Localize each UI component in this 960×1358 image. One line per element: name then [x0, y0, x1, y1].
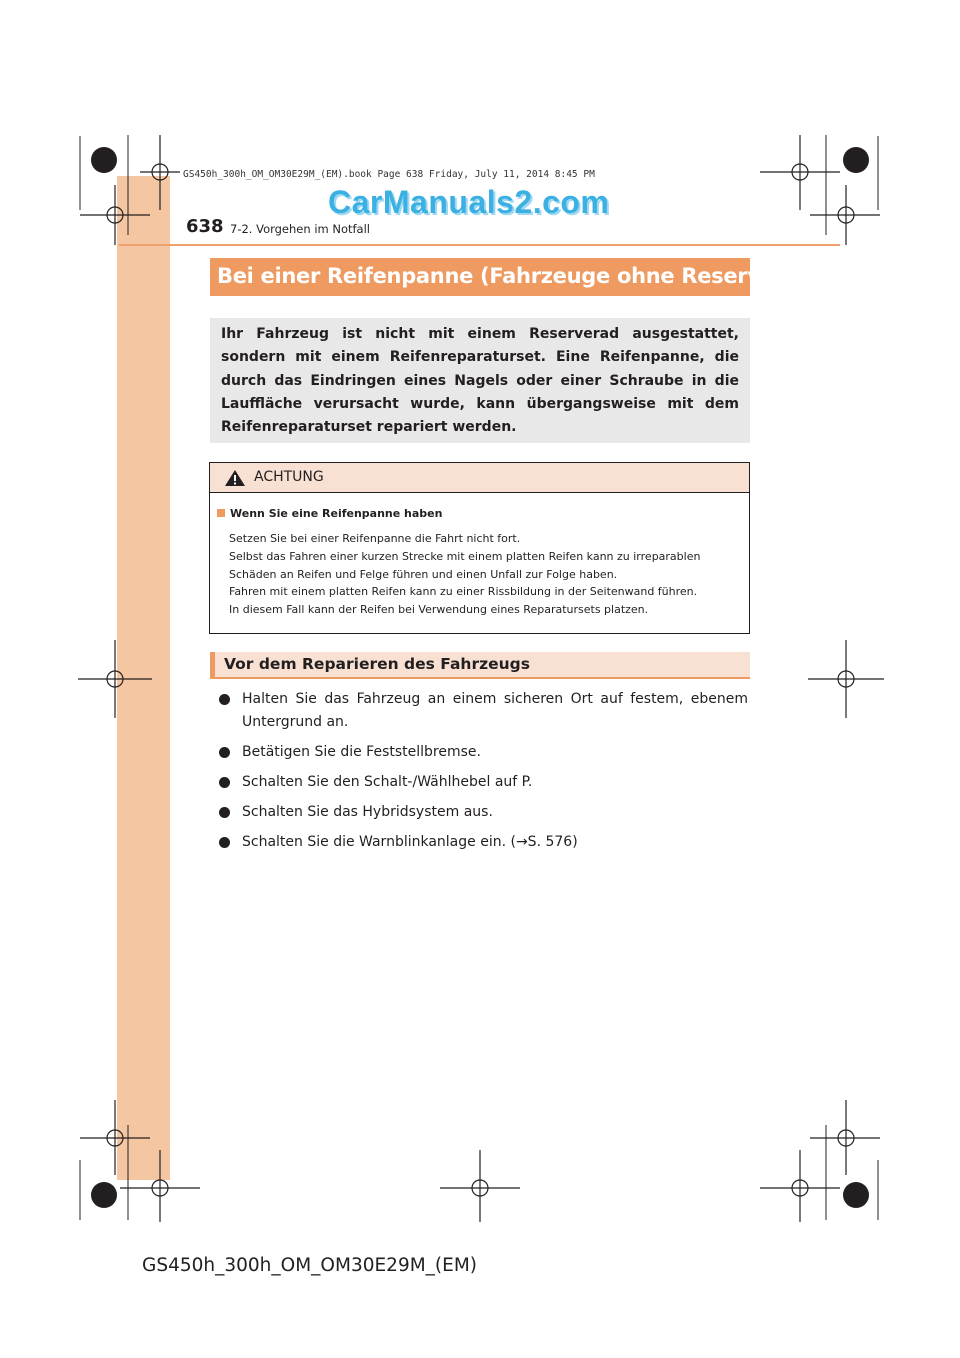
header-divider: [119, 244, 840, 246]
subheading-bar: [210, 652, 750, 679]
page-title-banner: [210, 258, 823, 296]
subheading: Vor dem Reparieren des Fahrzeugs: [224, 655, 530, 673]
crosshair-icon: [808, 640, 884, 718]
page-number: 638: [186, 216, 224, 237]
crosshair-icon: [120, 1150, 200, 1222]
caution-line: Fahren mit einem platten Reifen kann zu einer Rissbildung in der Seitenwand führen.: [229, 585, 698, 599]
intro-box: [210, 318, 750, 443]
file-stamp: GS450h_300h_OM_OM30E29M_(EM).book Page 638 Friday, July 11, 2014 8:45 PM: [183, 169, 595, 180]
list-item: Schalten Sie den Schalt-/Wählhebel auf P.: [216, 771, 748, 794]
caution-body: [229, 530, 740, 619]
registration-dot-icon: [843, 147, 869, 173]
crosshair-icon: [810, 185, 880, 245]
crosshair-icon: [440, 1150, 520, 1222]
list-item: Schalten Sie das Hybridsystem aus.: [216, 801, 748, 824]
caution-header: [210, 463, 749, 493]
section-title: 7-2. Vorgehen im Notfall: [230, 222, 370, 236]
watermark-logo: CarManuals2.com: [328, 184, 610, 220]
bullet-dot-icon: [219, 694, 230, 705]
crosshair-icon: [760, 1150, 840, 1222]
footer-doc-id: GS450h_300h_OM_OM30E29M_(EM): [142, 1255, 478, 1276]
caution-line: In diesem Fall kann der Reifen bei Verwendung eines Reparatursets platzen.: [229, 603, 649, 617]
warning-triangle-icon: [224, 469, 246, 487]
list-item: Betätigen Sie die Feststellbremse.: [216, 741, 748, 764]
bullet-dot-icon: [219, 747, 230, 758]
caution-item-title: Wenn Sie eine Reifenpanne haben: [217, 507, 442, 520]
caution-box: [209, 462, 750, 634]
caution-line: Schäden an Reifen und Felge führen und einen Unfall zur Folge haben.: [229, 567, 618, 581]
bullet-dot-icon: [219, 837, 230, 848]
bullet-dot-icon: [219, 777, 230, 788]
registration-dot-icon: [91, 147, 117, 173]
bullet-dot-icon: [219, 807, 230, 818]
crosshair-icon: [80, 185, 150, 245]
square-bullet-icon: [217, 509, 225, 517]
caution-label: ACHTUNG: [254, 469, 324, 485]
crosshair-icon: [810, 1100, 880, 1175]
crosshair-icon: [140, 135, 180, 210]
page-title: Bei einer Reifenpanne (Fahrzeuge ohne Reserverad): [217, 264, 823, 288]
bullet-list: [216, 688, 748, 861]
crosshair-icon: [760, 135, 840, 210]
caution-line: Selbst das Fahren einer kurzen Strecke mit einem platten Reifen kann zu irreparablen: [229, 549, 701, 563]
caution-line: Setzen Sie bei einer Reifenpanne die Fahrt nicht fort.: [229, 532, 521, 545]
registration-dot-icon: [91, 1182, 117, 1208]
crosshair-icon: [80, 1100, 150, 1175]
list-item: Schalten Sie die Warnblinkanlage ein. (→S. 576): [216, 831, 748, 854]
list-item: Halten Sie das Fahrzeug an einem sicheren Ort auf festem, ebenem Untergrund an.: [216, 688, 748, 734]
intro-text: Ihr Fahrzeug ist nicht mit einem Reserverad ausgestattet, sondern mit einem Reifenreparaturset. Eine Reifenpanne, die durch das Eindringen eines Nagels oder einer Schraube in die Lauffläche verursacht wurde, kann übergangsweise mit dem Reifenreparaturset repariert werden.: [221, 326, 739, 436]
crosshair-icon: [78, 640, 152, 718]
registration-dot-icon: [843, 1182, 869, 1208]
